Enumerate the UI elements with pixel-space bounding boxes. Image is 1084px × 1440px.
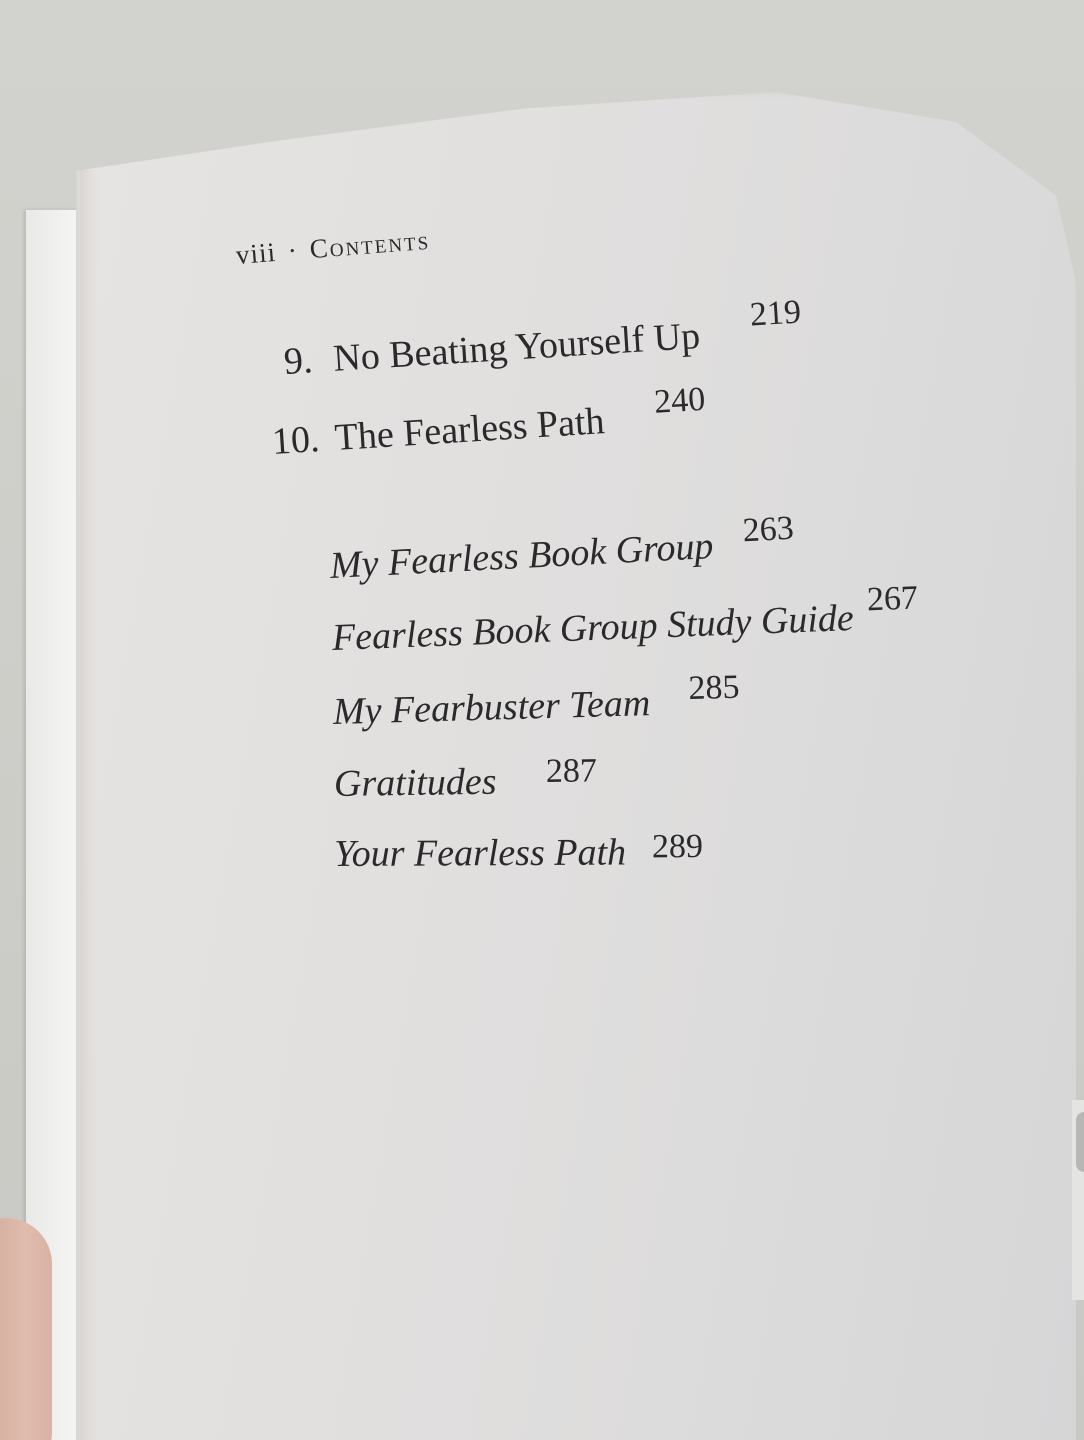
back-matter-title: Fearless Book Group Study Guide bbox=[331, 596, 855, 659]
toc-entry-gratitudes bbox=[333, 752, 598, 806]
chapter-number: 9. bbox=[282, 339, 314, 383]
back-matter-title: My Fearbuster Team bbox=[332, 682, 651, 733]
header-separator: · bbox=[286, 235, 299, 266]
header-title: Contents bbox=[308, 224, 432, 265]
back-matter-title: My Fearless Book Group bbox=[328, 524, 715, 587]
chapter-title: The Fearless Path bbox=[333, 400, 606, 460]
toc-entry-chapter-9 bbox=[282, 293, 803, 384]
header-page-number: viii bbox=[234, 236, 278, 270]
back-matter-title: Gratitudes bbox=[333, 760, 497, 805]
back-matter-page: 263 bbox=[741, 509, 795, 550]
running-header bbox=[235, 225, 431, 271]
back-matter-page: 267 bbox=[866, 579, 919, 619]
chapter-page: 219 bbox=[748, 293, 803, 334]
back-matter-page: 285 bbox=[687, 668, 740, 708]
back-matter-page: 287 bbox=[545, 752, 598, 791]
back-matter-title: Your Fearless Path bbox=[333, 831, 627, 875]
chapter-number: 10. bbox=[270, 418, 321, 463]
chapter-title: No Beating Yourself Up bbox=[332, 314, 702, 380]
back-matter-page: 289 bbox=[651, 828, 704, 866]
toc-entry-study-guide bbox=[331, 579, 919, 660]
toc-entry-your-fearless-path bbox=[333, 828, 704, 876]
toc-entry-chapter-10 bbox=[270, 380, 707, 464]
toc-entry-fearbuster-team bbox=[332, 668, 740, 734]
chapter-page: 240 bbox=[653, 380, 707, 421]
toc-entry-book-group bbox=[328, 509, 795, 588]
